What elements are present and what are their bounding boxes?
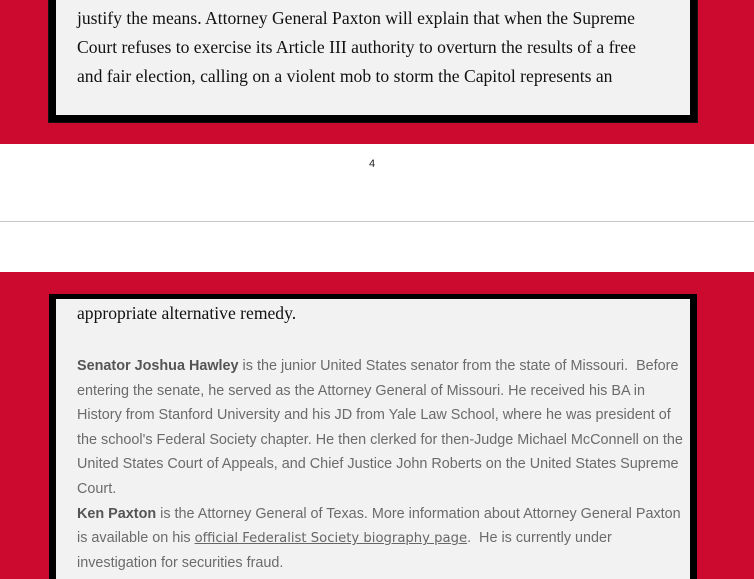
hawley-name: Senator Joshua Hawley [77,358,239,374]
speaker-bios [77,354,683,575]
top-body-text [77,4,636,91]
page-number: 4 [369,158,376,170]
continuation-text [77,299,296,328]
hawley-bio-text-1: is the junior United States senator from the state of Missouri. Before [238,358,679,374]
top-line-1: justify the means. Attorney General Paxton will explain that when the Supreme [77,8,635,28]
page-divider [0,221,754,222]
hawley-bio-line-6: Court. [77,480,117,497]
hawley-bio-line-1 [77,354,677,379]
continuation-line: appropriate alternative remedy. [77,303,297,323]
federalist-society-bio-link[interactable]: official Federalist Society biography page [194,531,468,547]
paxton-bio-text-1: is the Attorney General of Texas. More information about Attorney General Paxton [156,505,681,522]
paxton-bio-line-1 [77,502,681,527]
top-line-3: and fair election, calling on a violent mob to storm the Capitol represents an [77,66,613,86]
paxton-bio-text-2b: . He is currently under [467,530,612,547]
paxton-name: Ken Paxton [77,505,157,522]
paxton-bio-text-2a: is available on his [77,530,195,547]
paxton-bio-line-2 [77,526,677,551]
hawley-bio-line-5: United States Court of Appeals, and Chief Justice John Roberts on the United States Supreme [77,456,679,473]
hawley-bio-line-4: the school's Federal Society chapter. He then clerked for then-Judge Michael McConnell on the [77,431,683,448]
hawley-bio-line-3: History from Stanford University and his JD from Yale Law School, where he was president of [77,407,671,424]
top-line-2: Court refuses to exercise its Article III authority to overturn the results of a free [77,37,636,57]
hawley-bio-line-2: entering the senate, he served as the Attorney General of Missouri. He received his BA in [77,382,645,399]
paxton-bio-line-3: investigation for securities fraud. [77,554,284,571]
